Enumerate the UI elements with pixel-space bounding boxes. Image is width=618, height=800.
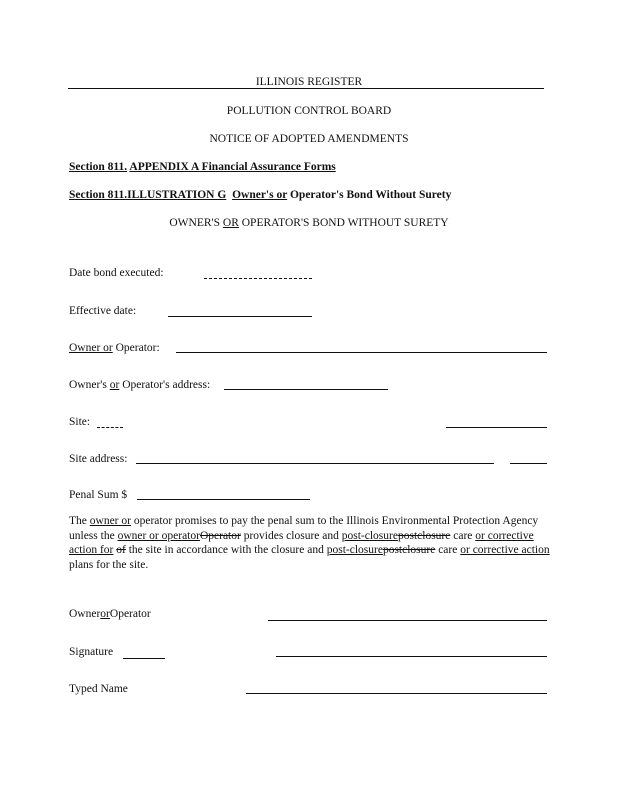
inserted-text: post-closure — [326, 544, 383, 556]
board-heading: POLLUTION CONTROL BOARD — [226, 105, 392, 117]
site-address-field[interactable] — [136, 463, 494, 464]
site-address-field-end[interactable] — [510, 463, 547, 464]
site-field-right[interactable] — [446, 427, 547, 428]
deleted-text: Operator — [199, 529, 241, 542]
notice-heading: NOTICE OF ADOPTED AMENDMENTS — [209, 133, 409, 145]
inserted-text: or — [109, 379, 120, 391]
effective-date-label: Effective date: — [69, 305, 137, 317]
date-bond-executed-label: Date bond executed: — [69, 267, 164, 279]
inserted-text: Owner's or — [232, 189, 288, 201]
deleted-text: postclosure — [397, 529, 451, 542]
signature-short-line[interactable] — [123, 658, 165, 659]
inserted-text: owner or operator — [117, 529, 200, 542]
site-address-label: Site address: — [69, 453, 128, 465]
inserted-text: or corrective action — [460, 544, 550, 556]
inserted-text: post-closure — [341, 529, 398, 542]
owner-operator-signature-field[interactable] — [268, 620, 547, 621]
site-label: Site: — [69, 416, 91, 428]
appendix-section-line: Section 811. APPENDIX A Financial Assurance Forms — [69, 161, 336, 173]
appendix-title: APPENDIX A Financial Assurance Forms — [129, 161, 336, 173]
penal-sum-label: Penal Sum $ — [69, 489, 128, 501]
bond-terms-paragraph: The owner or operator promises to pay the penal sum to the Illinois Environmental Protection Agency unless the owner or operatorOperator provides closure and post-closurepostclosure care or corrective action for of the site in accordance with the closure and post-closurepostclosure care or corrective action plans for the site. — [69, 515, 550, 571]
deleted-text: of — [116, 544, 126, 556]
signature-label: Signature — [69, 646, 114, 658]
site-field-left[interactable] — [97, 427, 123, 428]
register-heading — [0, 75, 618, 89]
form-title: OWNER'S OR OPERATOR'S BOND WITHOUT SURETY — [169, 217, 449, 229]
date-bond-executed-field[interactable] — [204, 278, 312, 279]
inserted-text: or corrective action for — [69, 529, 534, 556]
signature-field[interactable] — [276, 656, 547, 657]
inserted-text: owner or — [89, 515, 131, 527]
owner-operator-address-label: Owner's or Operator's address: — [69, 379, 211, 391]
inserted-text: Owner or — [69, 342, 113, 354]
typed-name-field[interactable] — [246, 693, 547, 694]
inserted-text: OR — [222, 217, 239, 229]
owner-operator-address-field[interactable] — [224, 389, 388, 390]
register-title: ILLINOIS REGISTER — [255, 76, 363, 88]
effective-date-field[interactable] — [168, 316, 312, 317]
typed-name-label: Typed Name — [69, 683, 128, 695]
owner-operator-signature-label: OwnerorOperator — [69, 608, 151, 620]
owner-operator-label: Owner or Operator: — [69, 342, 160, 354]
inserted-text: or — [100, 608, 110, 620]
penal-sum-field[interactable] — [137, 499, 310, 500]
illustration-section-line: Section 811.ILLUSTRATION G Owner's or Operator's Bond Without Surety — [69, 189, 452, 201]
owner-operator-field[interactable] — [176, 352, 547, 353]
deleted-text: postclosure — [382, 544, 436, 556]
